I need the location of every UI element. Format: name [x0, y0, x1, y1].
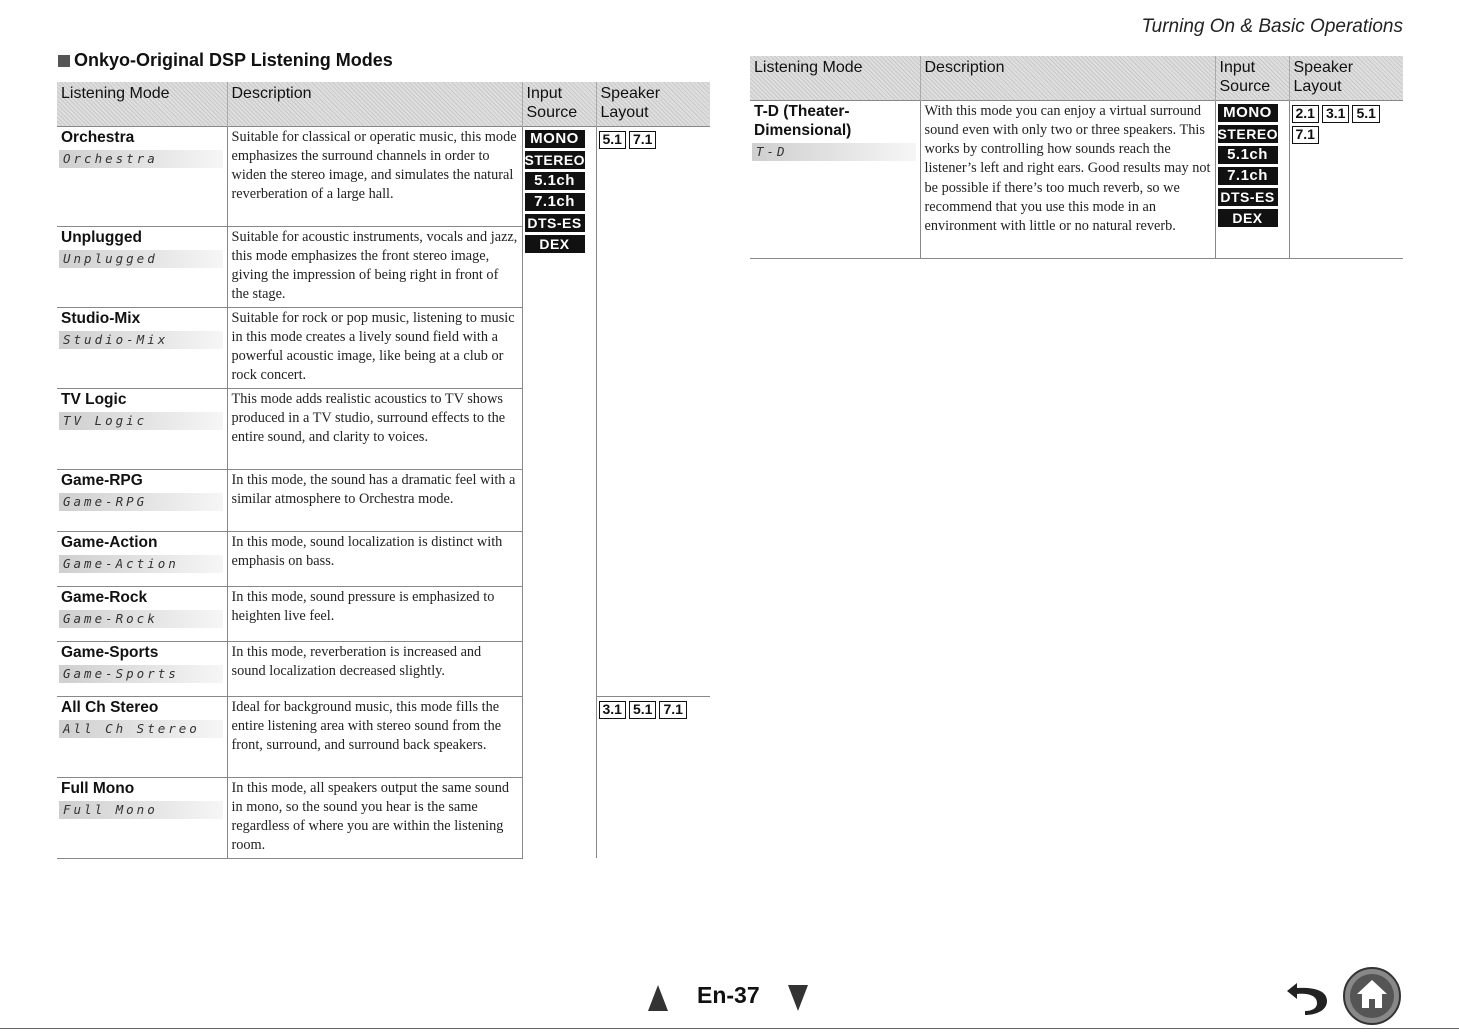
table-row: [57, 696, 710, 777]
table-row: [57, 126, 710, 226]
home-icon[interactable]: [1342, 966, 1402, 1026]
back-icon[interactable]: [1283, 975, 1331, 1015]
input-source-cell: [1215, 100, 1289, 258]
col-header-description: Description: [227, 82, 522, 126]
mode-description: This mode adds realistic acoustics to TV shows produced in a TV studio, surround effects to the entire sound, and clarity to voices.: [227, 388, 522, 469]
col-header-speaker: Speaker Layout: [1289, 56, 1403, 100]
mode-description: In this mode, sound pressure is emphasized to heighten live feel.: [227, 586, 522, 641]
mode-display: All Ch Stereo: [59, 720, 223, 738]
page-number: En-37: [697, 982, 760, 1008]
mode-display: Game-Rock: [59, 610, 223, 628]
col-header-input: Input Source: [1215, 56, 1289, 100]
mode-description: Suitable for classical or operatic music, this mode emphasizes the surround channels in order to widen the stereo image, and simulates the natural reverberation of a large hall.: [227, 126, 522, 226]
input-badge-mono: MONO: [525, 130, 585, 148]
mode-display: Studio-Mix: [59, 331, 223, 349]
speaker-badge-5.1: 5.1: [599, 131, 626, 149]
col-header-mode: Listening Mode: [57, 82, 227, 126]
mode-name: TV Logic: [61, 390, 127, 408]
mode-name: T-D (Theater-Dimensional): [754, 102, 852, 139]
input-badge-dex: DEX: [525, 235, 585, 253]
mode-description: In this mode, reverberation is increased and sound localization decreased slightly.: [227, 641, 522, 696]
chapter-header: Turning On & Basic Operations: [1141, 16, 1403, 37]
mode-description: Ideal for background music, this mode fills the entire listening area with stereo sound from the front, surround, and surround back speakers.: [227, 696, 522, 777]
mode-name: Game-RPG: [61, 471, 143, 489]
mode-display: Game-Action: [59, 555, 223, 573]
input-badge-7.1ch: 7.1ch: [525, 193, 585, 211]
speaker-badge-7.1: 7.1: [659, 701, 686, 719]
input-badge-5.1ch: 5.1ch: [525, 172, 585, 190]
input-badge-dex: DEX: [1218, 209, 1278, 227]
mode-name: Studio-Mix: [61, 309, 141, 327]
previous-page-arrow-icon[interactable]: [648, 985, 668, 1011]
input-badge-7.1ch: 7.1ch: [1218, 167, 1278, 185]
mode-display: T-D: [752, 143, 916, 161]
mode-display: TV Logic: [59, 412, 223, 430]
mode-name: Full Mono: [61, 779, 135, 797]
mode-description: With this mode you can enjoy a virtual surround sound even with only two or three speakers. This works by controlling how sounds reach the listener’s left and right ears. Good results may not be possible if there’s too much reverb, so we recommend that you use this mode in an environment with little or no natural reverb.: [920, 100, 1215, 258]
mode-description: In this mode, sound localization is distinct with emphasis on bass.: [227, 531, 522, 586]
col-header-description: Description: [920, 56, 1215, 100]
speaker-badge-3.1: 3.1: [599, 701, 626, 719]
section-title: [58, 50, 393, 71]
speaker-layout-cell: [1289, 100, 1403, 258]
speaker-badge-5.1: 5.1: [1352, 105, 1379, 123]
mode-description: In this mode, all speakers output the same sound in mono, so the sound you hear is the same regardless of where you are within the listening room.: [227, 777, 522, 858]
col-header-input: Input Source: [522, 82, 596, 126]
input-badge-mono: MONO: [1218, 104, 1278, 122]
col-header-speaker: Speaker Layout: [596, 82, 710, 126]
speaker-badge-3.1: 3.1: [1322, 105, 1349, 123]
mode-description: Suitable for rock or pop music, listening to music in this mode creates a lively sound field with a powerful acoustic image, like being at a club or rock concert.: [227, 307, 522, 388]
mode-display: Full Mono: [59, 801, 223, 819]
next-page-arrow-icon[interactable]: [788, 985, 808, 1011]
bullet-square-icon: [58, 55, 70, 67]
mode-name: Game-Sports: [61, 643, 159, 661]
mode-display: Orchestra: [59, 150, 223, 168]
speaker-badge-2.1: 2.1: [1292, 105, 1319, 123]
mode-display: Game-Sports: [59, 665, 223, 683]
mode-name: Orchestra: [61, 128, 135, 146]
col-header-mode: Listening Mode: [750, 56, 920, 100]
table-row: [750, 100, 1403, 258]
input-badge-stereo: STEREO: [1217, 125, 1279, 142]
section-title-text: Onkyo-Original DSP Listening Modes: [74, 50, 393, 70]
mode-name: All Ch Stereo: [61, 698, 159, 716]
mode-name: Game-Rock: [61, 588, 148, 606]
input-source-cell: [522, 126, 596, 858]
speaker-layout-cell: [596, 126, 710, 696]
speaker-layout-cell: [596, 696, 710, 858]
speaker-badge-7.1: 7.1: [629, 131, 656, 149]
input-badge-stereo: STEREO: [524, 151, 586, 168]
mode-display: Game-RPG: [59, 493, 223, 511]
mode-name: Game-Action: [61, 533, 158, 551]
speaker-badge-7.1: 7.1: [1292, 126, 1319, 144]
mode-description: Suitable for acoustic instruments, vocals and jazz, this mode emphasizes the front stereo image, giving the impression of being right in front of the stage.: [227, 226, 522, 307]
footer-divider: [0, 1028, 1459, 1029]
right-modes-table: [750, 56, 1403, 259]
input-badge-dts-es: DTS-ES: [1218, 188, 1278, 206]
input-badge-dts-es: DTS-ES: [525, 214, 585, 232]
input-badge-5.1ch: 5.1ch: [1218, 146, 1278, 164]
mode-description: In this mode, the sound has a dramatic feel with a similar atmosphere to Orchestra mode.: [227, 469, 522, 531]
mode-display: Unplugged: [59, 250, 223, 268]
speaker-badge-5.1: 5.1: [629, 701, 656, 719]
mode-name: Unplugged: [61, 228, 142, 246]
left-modes-table: [57, 82, 710, 859]
